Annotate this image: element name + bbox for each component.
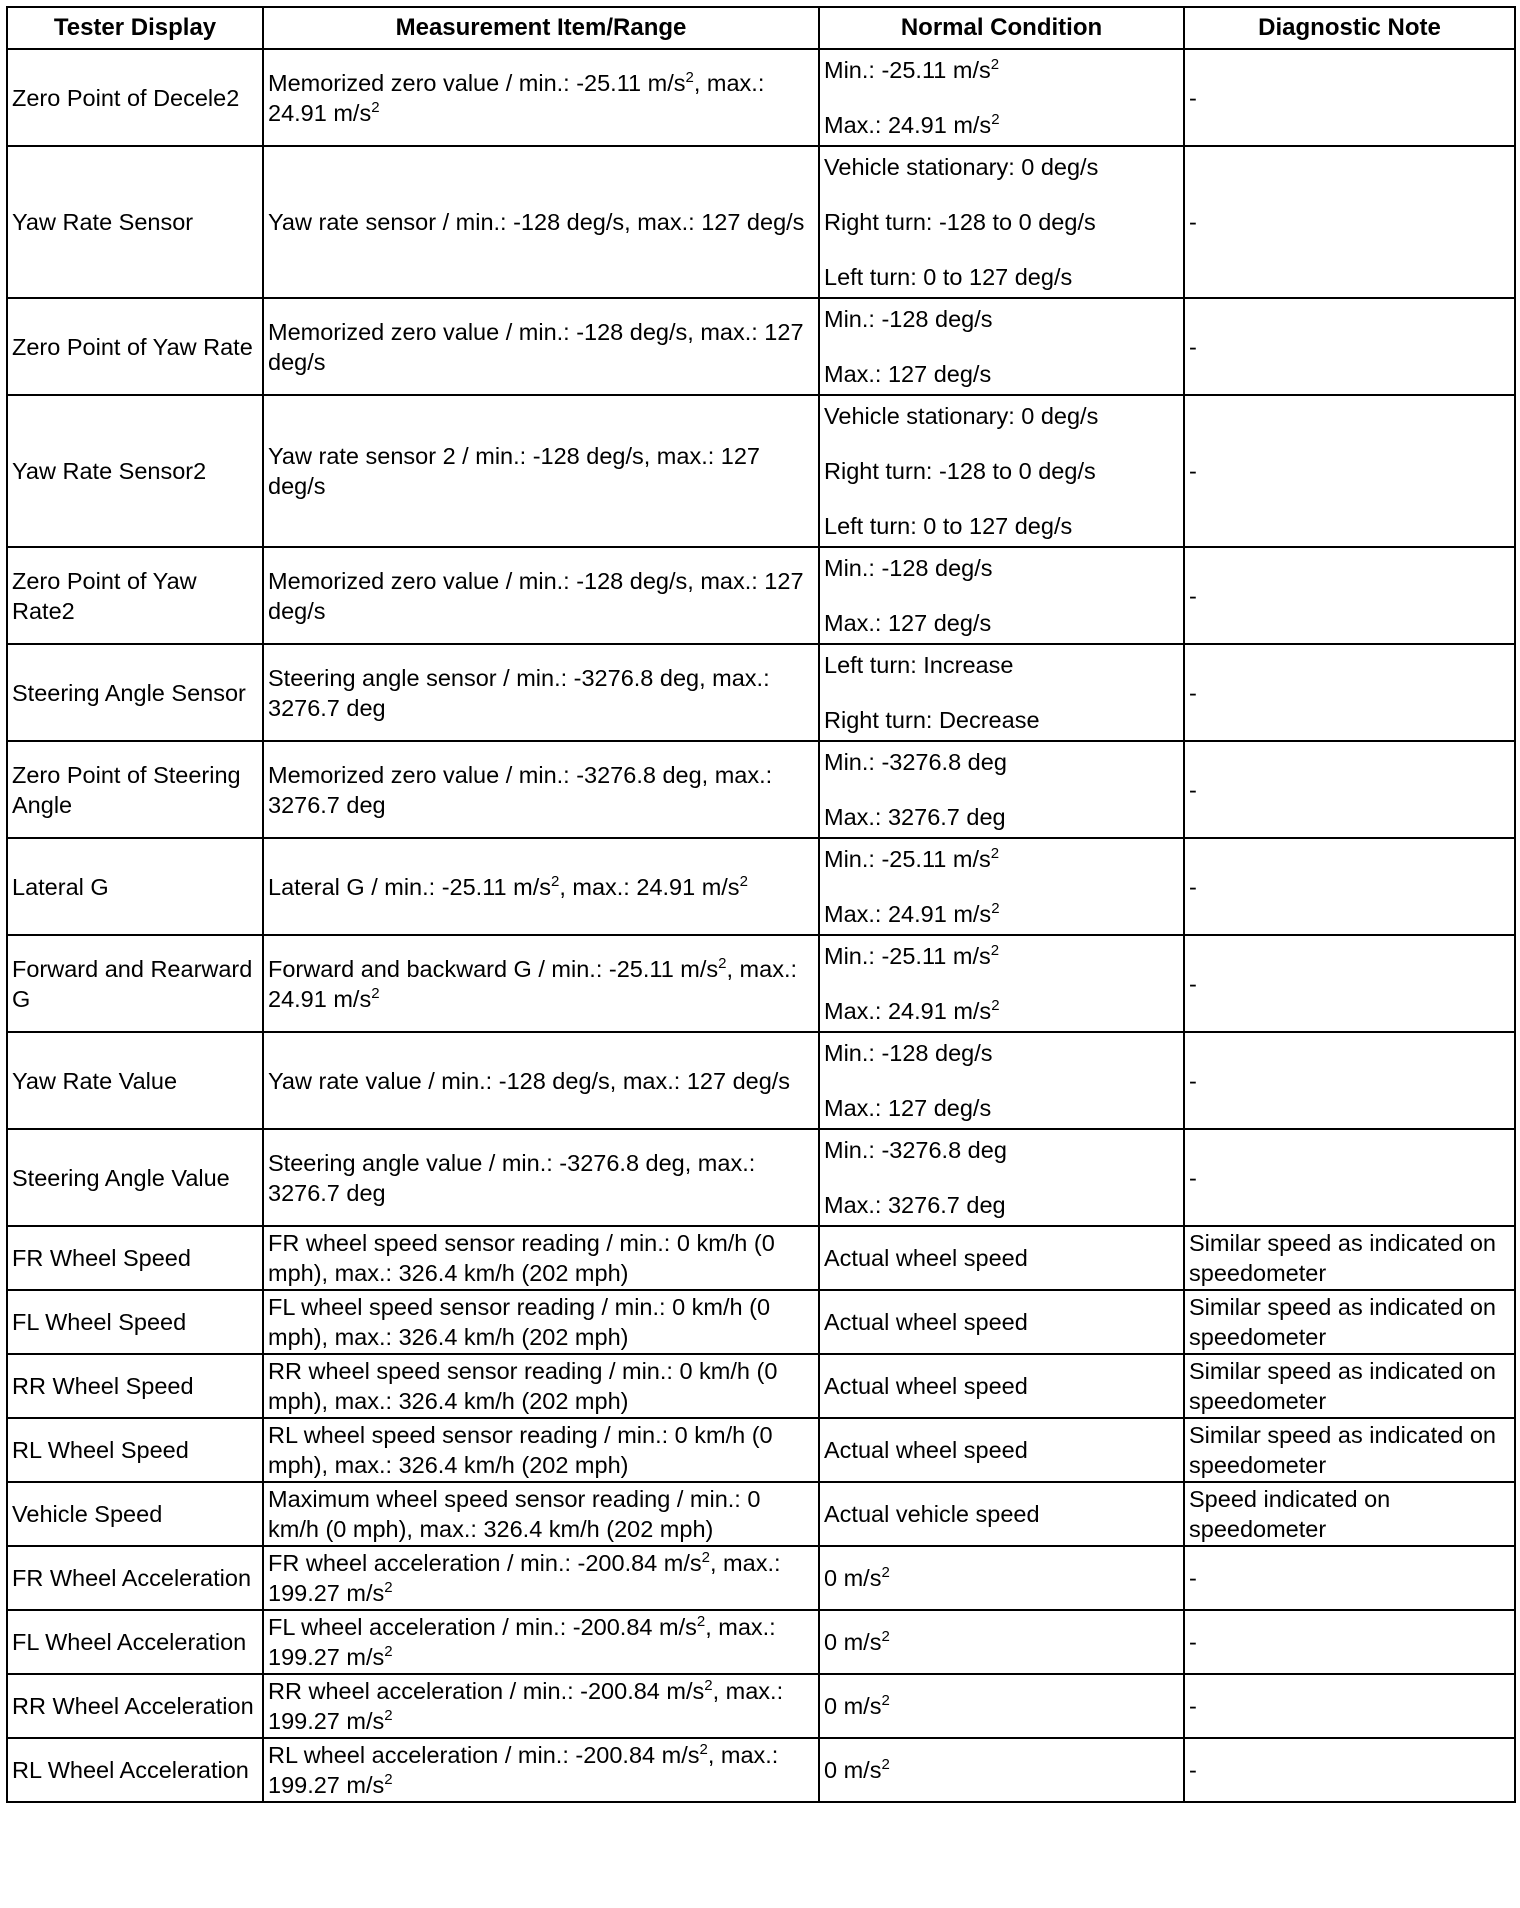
normal-condition-line: Max.: 127 deg/s — [824, 361, 992, 387]
table-row — [7, 1354, 1515, 1418]
measurement-range-cell: FL wheel acceleration / min.: -200.84 $m/s^2$, max.: 199.27 $m/s^2$ — [263, 1610, 819, 1674]
header-measurement-item: Measurement Item/Range — [263, 7, 819, 49]
tester-display-cell: Yaw Rate Sensor — [7, 146, 263, 298]
normal-condition-cell — [819, 741, 1184, 838]
diagnostic-note-cell: Similar speed as indicated on speedometer — [1184, 1290, 1515, 1354]
measurement-range-cell: FR wheel speed sensor reading / min.: 0 km/h (0 mph), max.: 326.4 km/h (202 mph) — [263, 1226, 819, 1290]
measurement-range-cell: Yaw rate sensor 2 / min.: -128 deg/s, max.: 127 deg/s — [263, 395, 819, 547]
tester-display-cell: Zero Point of Decele2 — [7, 49, 263, 146]
tester-display-cell: RL Wheel Acceleration — [7, 1738, 263, 1802]
diagnostic-note-cell: Similar speed as indicated on speedometer — [1184, 1354, 1515, 1418]
table-row — [7, 1482, 1515, 1546]
table-row — [7, 298, 1515, 395]
normal-condition-line: Min.: -3276.8 deg — [824, 1137, 1007, 1163]
table-row — [7, 395, 1515, 547]
measurement-range-cell: RL wheel speed sensor reading / min.: 0 km/h (0 mph), max.: 326.4 km/h (202 mph) — [263, 1418, 819, 1482]
measurement-range-cell: Memorized zero value / min.: -3276.8 deg, max.: 3276.7 deg — [263, 741, 819, 838]
measurement-range-cell: Forward and backward G / min.: -25.11 $m/s^2$, max.: 24.91 $m/s^2$ — [263, 935, 819, 1032]
diagnostic-note-cell: Similar speed as indicated on speedometer — [1184, 1418, 1515, 1482]
diagnostic-note-cell: - — [1184, 838, 1515, 935]
tester-display-cell: Lateral G — [7, 838, 263, 935]
normal-condition-cell — [819, 547, 1184, 644]
normal-condition-cell — [819, 838, 1184, 935]
normal-condition-line: Min.: -3276.8 deg — [824, 749, 1007, 775]
diagnostic-note-cell: - — [1184, 1610, 1515, 1674]
normal-condition-cell — [819, 644, 1184, 741]
header-tester-display: Tester Display — [7, 7, 263, 49]
normal-condition-line: Max.: 127 deg/s — [824, 1095, 992, 1121]
normal-condition-line: Min.: -128 deg/s — [824, 555, 993, 581]
normal-condition-cell: Actual wheel speed — [819, 1290, 1184, 1354]
diagnostic-note-cell: - — [1184, 1546, 1515, 1610]
measurement-range-cell: Memorized zero value / min.: -128 deg/s, max.: 127 deg/s — [263, 547, 819, 644]
normal-condition-cell: 0 $m/s^2$ — [819, 1610, 1184, 1674]
normal-condition-line: Max.: 24.91 $m/s^2$ — [824, 111, 1000, 138]
normal-condition-line: Max.: 24.91 $m/s^2$ — [824, 900, 1000, 927]
measurement-range-cell: FL wheel speed sensor reading / min.: 0 km/h (0 mph), max.: 326.4 km/h (202 mph) — [263, 1290, 819, 1354]
normal-condition-cell: Actual wheel speed — [819, 1226, 1184, 1290]
normal-condition-line: Max.: 3276.7 deg — [824, 804, 1006, 830]
table-row — [7, 1032, 1515, 1129]
normal-condition-line: Min.: -25.11 $m/s^2$ — [824, 942, 1000, 969]
normal-condition-line: Left turn: 0 to 127 deg/s — [824, 264, 1073, 290]
header-row — [7, 7, 1515, 49]
tester-display-cell: Forward and Rearward G — [7, 935, 263, 1032]
normal-condition-line: Min.: -25.11 $m/s^2$ — [824, 56, 1000, 83]
normal-condition-cell — [819, 1129, 1184, 1226]
normal-condition-cell — [819, 935, 1184, 1032]
normal-condition-line: Min.: -128 deg/s — [824, 306, 993, 332]
normal-condition-cell — [819, 298, 1184, 395]
measurement-range-cell: Yaw rate value / min.: -128 deg/s, max.: 127 deg/s — [263, 1032, 819, 1129]
measurement-range-cell: RR wheel speed sensor reading / min.: 0 km/h (0 mph), max.: 326.4 km/h (202 mph) — [263, 1354, 819, 1418]
diagnostic-note-cell: - — [1184, 146, 1515, 298]
normal-condition-cell: Actual vehicle speed — [819, 1482, 1184, 1546]
normal-condition-cell: 0 $m/s^2$ — [819, 1674, 1184, 1738]
normal-condition-line: Min.: -128 deg/s — [824, 1040, 993, 1066]
tester-display-cell: Steering Angle Sensor — [7, 644, 263, 741]
table-row — [7, 1674, 1515, 1738]
normal-condition-line: Left turn: Increase — [824, 652, 1014, 678]
table-row — [7, 741, 1515, 838]
diagnostic-note-cell: - — [1184, 644, 1515, 741]
normal-condition-cell: 0 $m/s^2$ — [819, 1738, 1184, 1802]
tester-display-cell: FL Wheel Acceleration — [7, 1610, 263, 1674]
diagnostic-note-cell: - — [1184, 298, 1515, 395]
table-row — [7, 1418, 1515, 1482]
measurement-range-cell: Maximum wheel speed sensor reading / min.: 0 km/h (0 mph), max.: 326.4 km/h (202 mph) — [263, 1482, 819, 1546]
data-list-table — [6, 6, 1516, 1803]
diagnostic-note-cell: - — [1184, 741, 1515, 838]
table-row — [7, 1738, 1515, 1802]
table-row — [7, 838, 1515, 935]
normal-condition-cell — [819, 395, 1184, 547]
tester-display-cell: Yaw Rate Value — [7, 1032, 263, 1129]
measurement-range-cell: RR wheel acceleration / min.: -200.84 $m/s^2$, max.: 199.27 $m/s^2$ — [263, 1674, 819, 1738]
tester-display-cell: RR Wheel Speed — [7, 1354, 263, 1418]
tester-display-cell: FR Wheel Speed — [7, 1226, 263, 1290]
tester-display-cell: RR Wheel Acceleration — [7, 1674, 263, 1738]
measurement-range-cell: FR wheel acceleration / min.: -200.84 $m/s^2$, max.: 199.27 $m/s^2$ — [263, 1546, 819, 1610]
normal-condition-cell: 0 $m/s^2$ — [819, 1546, 1184, 1610]
tester-display-cell: Zero Point of Yaw Rate — [7, 298, 263, 395]
normal-condition-cell — [819, 146, 1184, 298]
diagnostic-note-cell: - — [1184, 547, 1515, 644]
header-diagnostic-note: Diagnostic Note — [1184, 7, 1515, 49]
measurement-range-cell: Memorized zero value / min.: -128 deg/s, max.: 127 deg/s — [263, 298, 819, 395]
normal-condition-line: Left turn: 0 to 127 deg/s — [824, 513, 1073, 539]
normal-condition-line: Max.: 3276.7 deg — [824, 1192, 1006, 1218]
tester-display-cell: Steering Angle Value — [7, 1129, 263, 1226]
tester-display-cell: Zero Point of Yaw Rate2 — [7, 547, 263, 644]
measurement-range-cell: Memorized zero value / min.: -25.11 $m/s^2$, max.: 24.91 $m/s^2$ — [263, 49, 819, 146]
diagnostic-note-cell: - — [1184, 1129, 1515, 1226]
table-row — [7, 146, 1515, 298]
table-row — [7, 935, 1515, 1032]
data-list-table-container — [6, 6, 1514, 1803]
table-row — [7, 49, 1515, 146]
normal-condition-line: Vehicle stationary: 0 deg/s — [824, 154, 1099, 180]
normal-condition-line: Vehicle stationary: 0 deg/s — [824, 403, 1099, 429]
diagnostic-note-cell: - — [1184, 1738, 1515, 1802]
table-row — [7, 644, 1515, 741]
table-row — [7, 1546, 1515, 1610]
normal-condition-cell — [819, 49, 1184, 146]
normal-condition-line: Right turn: Decrease — [824, 707, 1040, 733]
diagnostic-note-cell: Speed indicated on speedometer — [1184, 1482, 1515, 1546]
normal-condition-line: Max.: 127 deg/s — [824, 610, 992, 636]
normal-condition-cell: Actual wheel speed — [819, 1418, 1184, 1482]
diagnostic-note-cell: - — [1184, 49, 1515, 146]
table-row — [7, 1226, 1515, 1290]
tester-display-cell: Vehicle Speed — [7, 1482, 263, 1546]
tester-display-cell: FL Wheel Speed — [7, 1290, 263, 1354]
diagnostic-note-cell: - — [1184, 395, 1515, 547]
measurement-range-cell: Steering angle value / min.: -3276.8 deg, max.: 3276.7 deg — [263, 1129, 819, 1226]
header-normal-condition: Normal Condition — [819, 7, 1184, 49]
measurement-range-cell: Yaw rate sensor / min.: -128 deg/s, max.: 127 deg/s — [263, 146, 819, 298]
normal-condition-line: Right turn: -128 to 0 deg/s — [824, 458, 1096, 484]
table-row — [7, 1610, 1515, 1674]
normal-condition-cell — [819, 1032, 1184, 1129]
diagnostic-note-cell: - — [1184, 1674, 1515, 1738]
tester-display-cell: FR Wheel Acceleration — [7, 1546, 263, 1610]
table-row — [7, 1290, 1515, 1354]
measurement-range-cell: Lateral G / min.: -25.11 $m/s^2$, max.: 24.91 $m/s^2$ — [263, 838, 819, 935]
normal-condition-line: Max.: 24.91 $m/s^2$ — [824, 997, 1000, 1024]
table-row — [7, 1129, 1515, 1226]
diagnostic-note-cell: - — [1184, 1032, 1515, 1129]
tester-display-cell: Zero Point of Steering Angle — [7, 741, 263, 838]
tester-display-cell: RL Wheel Speed — [7, 1418, 263, 1482]
normal-condition-line: Min.: -25.11 $m/s^2$ — [824, 845, 1000, 872]
normal-condition-cell: Actual wheel speed — [819, 1354, 1184, 1418]
tester-display-cell: Yaw Rate Sensor2 — [7, 395, 263, 547]
measurement-range-cell: Steering angle sensor / min.: -3276.8 deg, max.: 3276.7 deg — [263, 644, 819, 741]
diagnostic-note-cell: Similar speed as indicated on speedometer — [1184, 1226, 1515, 1290]
measurement-range-cell: RL wheel acceleration / min.: -200.84 $m/s^2$, max.: 199.27 $m/s^2$ — [263, 1738, 819, 1802]
diagnostic-note-cell: - — [1184, 935, 1515, 1032]
table-row — [7, 547, 1515, 644]
normal-condition-line: Right turn: -128 to 0 deg/s — [824, 209, 1096, 235]
